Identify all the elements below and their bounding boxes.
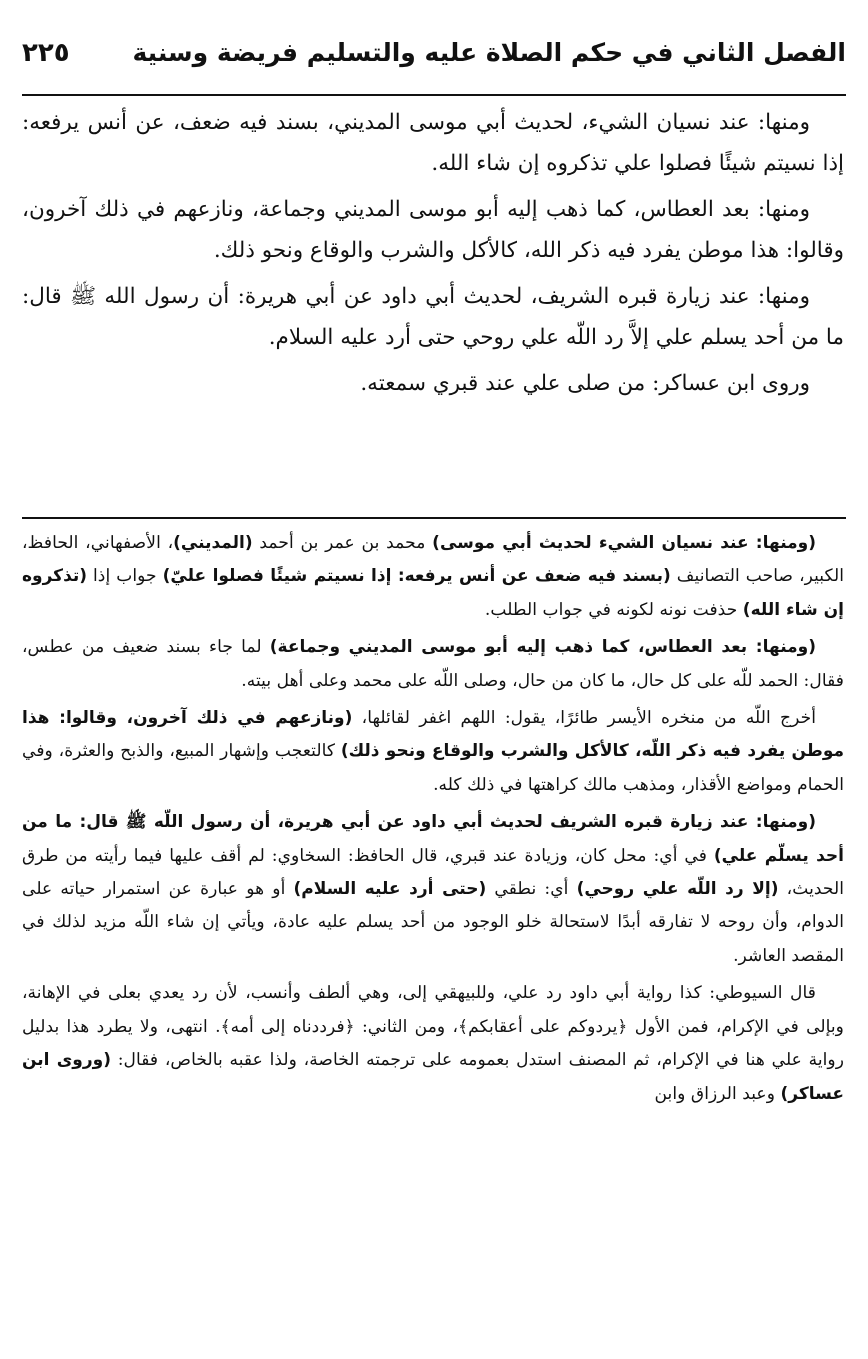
commentary-text	[22, 527, 844, 1339]
page-number: ٢٢٥	[22, 38, 70, 68]
chapter-title: الفصل الثاني في حكم الصلاة عليه والتسليم فريضة وسنية	[132, 38, 846, 67]
commentary-paragraph	[22, 702, 844, 802]
commentary-paragraph	[22, 806, 844, 973]
commentary-text-span: أي: نطقي	[486, 879, 577, 900]
commentary-paragraph	[22, 977, 844, 1111]
commentary-text-span: ، الأصفهاني، الحافظ، الكبير، صاحب التصانيف	[22, 533, 844, 587]
header-divider	[22, 94, 846, 96]
commentary-paragraph	[22, 527, 844, 627]
quoted-main-text: (ومنها: عند نسيان الشيء لحديث أبي موسى)	[432, 533, 816, 553]
quoted-main-text: (تذكروه إن شاء الله)	[22, 566, 844, 620]
commentary-text-span: كالتعجب وإشهار المبيع، والذبح والعثرة، وفي الحمام ومواضع الأقذار، ومذهب مالك كراهتها في ذلك كله.	[22, 741, 844, 795]
commentary-text-span: وعبد الرزاق وابن	[654, 1083, 781, 1104]
running-header	[22, 38, 846, 94]
commentary-divider	[22, 517, 846, 519]
commentary-text-span: أخرج اللّه من منخره الأيسر طائرًا، يقول: اللهم اغفر لقائلها،	[352, 708, 816, 729]
quoted-main-text: (ونازعهم في ذلك آخرون، وقالوا: هذا موطن يفرد فيه ذكر اللّه، كالأكل والشرب والوقاع ونحو ذلك)	[22, 708, 844, 762]
commentary-text-span: حذفت نونه لكونه في جواب الطلب.	[484, 599, 743, 620]
quoted-main-text: (بسند فيه ضعف عن أنس يرفعه: إذا نسيتم شيئًا فصلوا عليّ)	[162, 566, 671, 587]
commentary-text-span: في أي: محل كان، وزيادة عند قبري، قال الحافظ: السخاوي: لم أقف عليها فيما رأيته من طرق الحديث،	[22, 845, 844, 900]
main-text	[22, 102, 844, 507]
commentary-paragraph	[22, 631, 844, 698]
quoted-main-text: (حتى أرد عليه السلام)	[293, 879, 487, 900]
quoted-main-text: (ومنها: بعد العطاس، كما ذهب إليه أبو موسى المديني وجماعة)	[269, 637, 816, 658]
commentary-text-span: قال السيوطي: كذا رواية أبي داود رد علي، وللبيهقي إلى، وهي ألطف وأنسب، لأن رد يعدي بعلى في الإهانة، وبإلى في الإكرام، فمن الأول ﴿يردوكم على أعقابكم﴾، ومن الثاني: ﴿فرددناه إلى أمه﴾. انتهى، ولا يطرد هذا بدليل رواية علي هنا في الإكرام، ثم المصنف استدل بعمومه على ترجمته الخاصة، ولذا عقبه بالخاص، فقال:	[22, 983, 844, 1071]
main-text-paragraph: ومنها: بعد العطاس، كما ذهب إليه أبو موسى المديني وجماعة، ونازعهم في ذلك آخرون، وقالوا: هذا موطن يفرد فيه ذكر الله، كالأكل والشرب والوقاع ونحو ذلك.	[22, 197, 844, 263]
quoted-main-text: (ومنها: عند زيارة قبره الشريف لحديث أبي داود عن أبي هريرة، أن رسول اللّه ﷺ قال: ما من أحد يسلّم علي)	[22, 812, 844, 866]
commentary-text-span: محمد بن عمر بن أحمد	[252, 533, 433, 553]
commentary-text-span: لما جاء بسند ضعيف من عطس، فقال: الحمد للّه على كل حال، ما كان من حال، وصلى اللّه على محمد وعلى أهل بيته.	[22, 637, 844, 691]
commentary-text-span: جواب إذا	[87, 566, 163, 587]
quoted-main-text: (المديني)	[173, 533, 253, 553]
quoted-main-text: (إلا رد اللّه علي روحي)	[576, 879, 779, 900]
main-text-paragraph: وروى ابن عساكر: من صلى علي عند قبري سمعته.	[360, 371, 810, 396]
main-text-paragraph: ومنها: عند زيارة قبره الشريف، لحديث أبي داود عن أبي هريرة: أن رسول الله ﷺ قال: ما من أحد يسلم علي إلاَّ رد اللّه علي روحي حتى أرد عليه السلام.	[22, 284, 844, 350]
commentary-text-span: أو هو عبارة عن استمرار حياته على الدوام، وأن روحه لا تفارقه أبدًا لاستحالة خلو الوجود من أحد يسلم عليه عادة، ويأتي إن شاء اللّه مزيد لذلك في المقصد العاشر.	[22, 879, 844, 966]
quoted-main-text: (وروى ابن عساكر)	[22, 1050, 844, 1104]
main-text-paragraph: ومنها: عند نسيان الشيء، لحديث أبي موسى المديني، بسند فيه ضعف، عن أنس يرفعه: إذا نسيتم شيئًا فصلوا علي تذكروه إن شاء الله.	[22, 110, 844, 176]
